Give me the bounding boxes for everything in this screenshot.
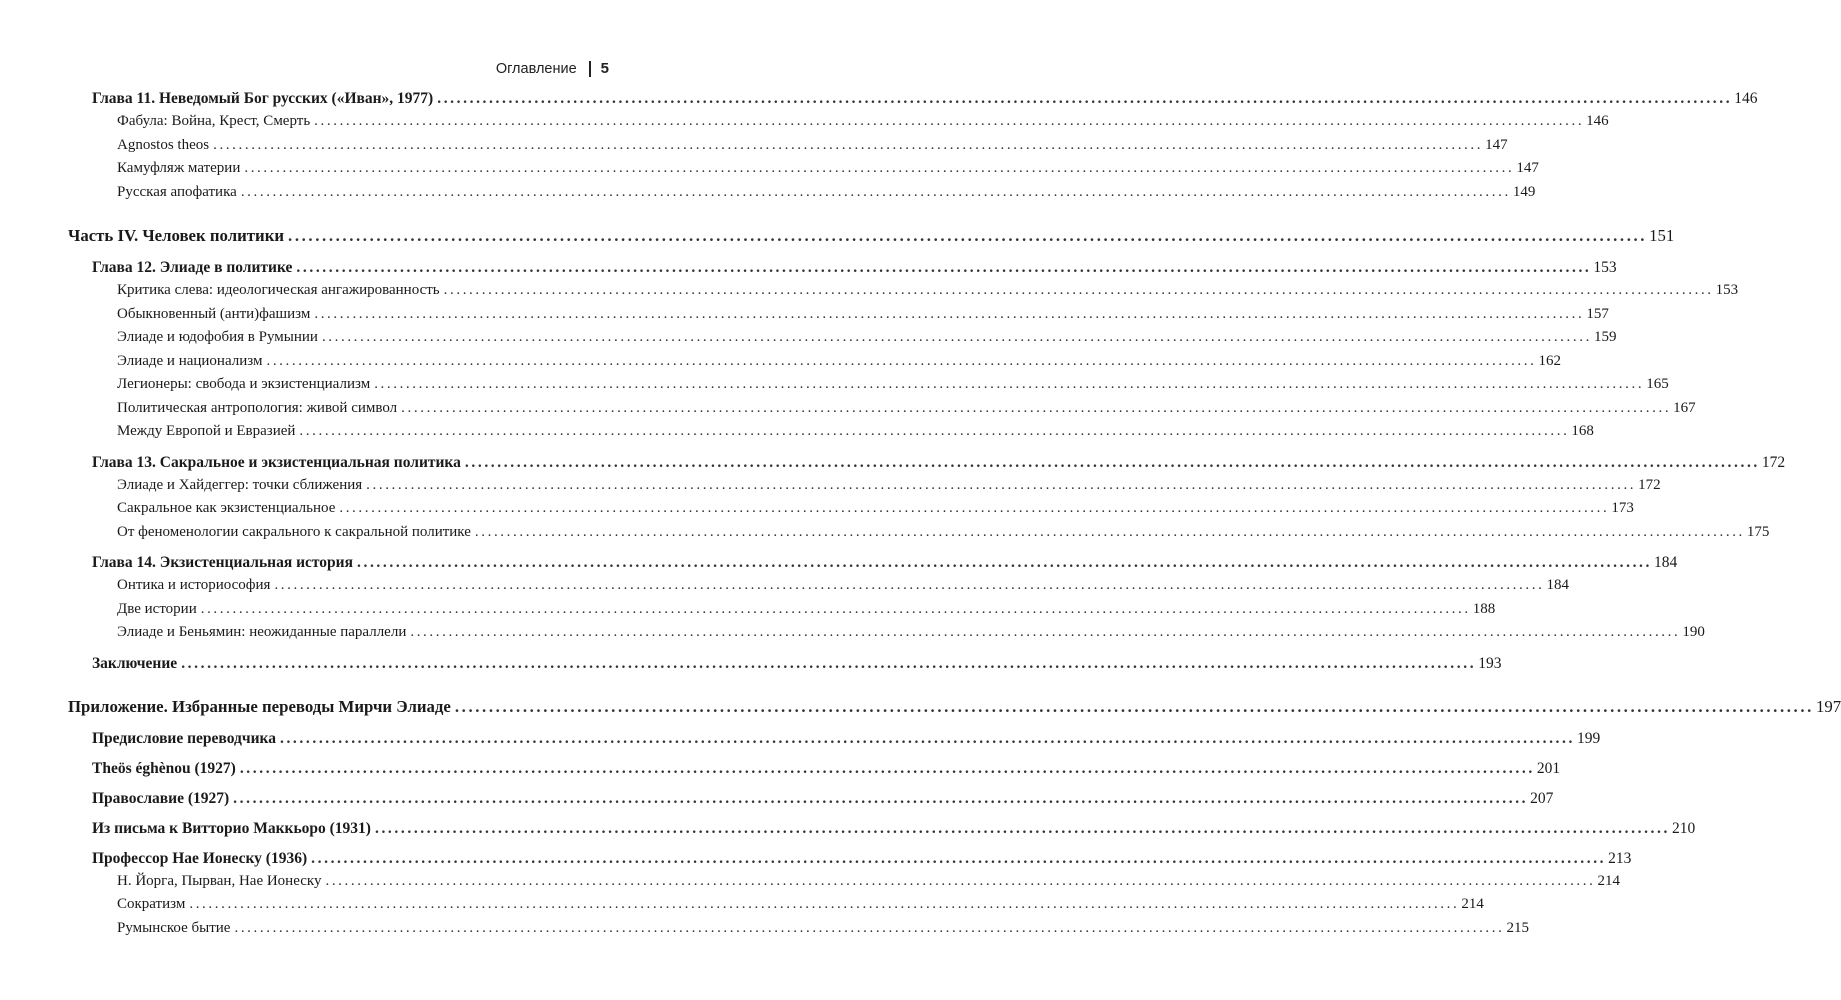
toc-entry-page: 153 <box>1593 259 1617 276</box>
toc-chapter-entry[interactable] <box>68 789 1554 813</box>
toc-chapter-entry[interactable] <box>68 259 1617 282</box>
dot-leader: ........................................................................................................................................................................................................ <box>410 624 1681 640</box>
toc-part-entry[interactable] <box>68 226 1675 252</box>
toc-entry-page: 173 <box>1611 500 1634 516</box>
dot-leader: ........................................................................................................................................................................................................ <box>437 90 1733 107</box>
spacer <box>68 678 608 697</box>
toc-section-entry[interactable] <box>68 577 1569 601</box>
toc-entry-page: 149 <box>1512 183 1536 200</box>
spacer <box>68 207 608 226</box>
toc-entry-title: Элиаде и национализм <box>117 352 263 369</box>
dot-leader: ........................................................................................................................................................................................................ <box>374 376 1645 392</box>
dot-leader: ........................................................................................................................................................................................................ <box>443 282 1714 298</box>
spacer <box>68 783 608 790</box>
toc-chapter-entry[interactable] <box>68 90 1758 113</box>
toc-section-entry[interactable] <box>68 523 1770 548</box>
toc-chapter-entry[interactable] <box>68 849 1632 873</box>
toc-entry-title: Элиаде и Хайдеггер: точки сближения <box>117 476 363 493</box>
toc-entry-title: Agnostos theos <box>117 136 210 153</box>
running-head-separator <box>589 61 591 77</box>
dot-leader: ........................................................................................................................................................................................................ <box>357 554 1652 571</box>
toc-entry-title: От феноменологии сакрального к сакральной политике <box>117 523 471 540</box>
toc-entry-title: Глава 12. Элиаде в политике <box>92 259 293 276</box>
dot-leader: ........................................................................................................................................................................................................ <box>325 872 1596 889</box>
toc-entry-page: 175 <box>1746 523 1770 540</box>
dot-leader: ........................................................................................................................................................................................................ <box>314 113 1585 129</box>
toc-chapter-entry[interactable] <box>68 819 1696 843</box>
toc-chapter-entry[interactable] <box>68 654 1502 678</box>
toc-section-entry[interactable] <box>68 160 1539 184</box>
toc-entry-title: Онтика и историософия <box>117 577 271 593</box>
toc-entry-page: 165 <box>1646 376 1669 392</box>
toc-entry-page: 190 <box>1682 624 1705 640</box>
toc-section-entry[interactable] <box>68 136 1508 161</box>
toc-entry-title: Православие (1927) <box>92 789 230 807</box>
toc-entry-title: Элиаде и юдофобия в Румынии <box>117 329 318 345</box>
toc-entry-page: 146 <box>1586 113 1609 129</box>
toc-entry-title: Предисловие переводчика <box>92 729 276 747</box>
toc-entry-page: 172 <box>1638 476 1661 493</box>
toc-entry-title: Румынское бытие <box>117 919 231 936</box>
toc-section-entry[interactable] <box>68 399 1696 424</box>
dot-leader: ........................................................................................................................................................................................................ <box>234 919 1505 936</box>
toc-entry-page: 188 <box>1472 600 1496 617</box>
toc-section-entry[interactable] <box>68 423 1594 447</box>
spacer <box>68 447 608 454</box>
toc-section-entry[interactable] <box>68 896 1484 920</box>
dot-leader: ........................................................................................................................................................................................................ <box>200 600 1471 617</box>
dot-leader: ........................................................................................................................................................................................................ <box>189 896 1460 912</box>
dot-leader: ........................................................................................................................................................................................................ <box>274 577 1545 593</box>
dot-leader: ........................................................................................................................................................................................................ <box>266 352 1537 369</box>
toc-entry-page: 184 <box>1546 577 1569 593</box>
spacer <box>68 252 608 259</box>
toc-entry-page: 210 <box>1671 819 1696 837</box>
toc-entry-page: 168 <box>1571 423 1594 439</box>
toc-section-entry[interactable] <box>68 183 1536 208</box>
table-of-contents <box>68 90 1841 943</box>
dot-leader: ........................................................................................................................................................................................................ <box>288 226 1648 245</box>
toc-entry-title: Профессор Нае Ионеску (1936) <box>92 849 308 867</box>
running-head <box>496 60 609 77</box>
toc-chapter-entry[interactable] <box>68 759 1561 783</box>
dot-leader: ........................................................................................................................................................................................................ <box>213 136 1484 153</box>
page-number: 5 <box>600 60 609 77</box>
toc-entry-page: 197 <box>1815 696 1841 716</box>
toc-entry-title: Глава 13. Сакральное и экзистенциальная политика <box>92 453 461 471</box>
dot-leader: ........................................................................................................................................................................................................ <box>374 819 1670 837</box>
toc-entry-page: 201 <box>1536 759 1561 777</box>
toc-part-entry[interactable] <box>68 696 1841 723</box>
dot-leader: ........................................................................................................................................................................................................ <box>311 849 1607 867</box>
toc-chapter-entry[interactable] <box>68 554 1678 577</box>
toc-entry-title: Элиаде и Беньямин: неожиданные параллели <box>117 624 407 640</box>
toc-chapter-entry[interactable] <box>68 453 1786 477</box>
toc-entry-title: Камуфляж материи <box>117 160 241 176</box>
toc-entry-title: Н. Йорга, Пырван, Нае Ионеску <box>117 872 322 889</box>
toc-entry-page: 214 <box>1461 896 1484 912</box>
dot-leader: ........................................................................................................................................................................................................ <box>240 183 1511 200</box>
toc-entry-page: 199 <box>1576 729 1601 747</box>
toc-entry-page: 147 <box>1485 136 1508 153</box>
toc-entry-title: Глава 11. Неведомый Бог русских («Иван», 1977) <box>92 90 434 107</box>
toc-entry-title: Обыкновенный (анти)фашизм <box>117 305 311 322</box>
dot-leader: ........................................................................................................................................................................................................ <box>233 789 1529 807</box>
toc-section-entry[interactable] <box>68 624 1705 648</box>
toc-entry-page: 193 <box>1478 654 1502 672</box>
toc-entry-title: Из письма к Витторио Маккьоро (1931) <box>92 819 371 837</box>
toc-entry-page: 153 <box>1715 282 1739 298</box>
toc-section-entry[interactable] <box>68 282 1739 306</box>
spacer <box>68 753 608 760</box>
toc-entry-title: Приложение. Избранные переводы Мирчи Элиаде <box>68 696 451 716</box>
dot-leader: ........................................................................................................................................................................................................ <box>321 329 1592 345</box>
dot-leader: ........................................................................................................................................................................................................ <box>464 453 1760 471</box>
toc-entry-page: 162 <box>1538 352 1561 369</box>
toc-entry-title: Политическая антропология: живой символ <box>117 399 398 416</box>
toc-entry-page: 184 <box>1654 554 1678 571</box>
dot-leader: ........................................................................................................................................................................................................ <box>244 160 1515 176</box>
toc-entry-page: 147 <box>1516 160 1539 176</box>
dot-leader: ........................................................................................................................................................................................................ <box>299 423 1570 439</box>
toc-entry-title: Заключение <box>92 654 178 672</box>
running-head-title: Оглавление <box>495 60 577 77</box>
toc-entry-title: Русская апофатика <box>117 183 237 200</box>
toc-section-entry[interactable] <box>68 500 1634 524</box>
toc-entry-title: Глава 14. Экзистенциальная история <box>92 554 353 571</box>
toc-entry-page: 214 <box>1597 872 1620 889</box>
toc-section-entry[interactable] <box>68 376 1669 400</box>
toc-entry-title: Часть IV. Человек политики <box>68 226 285 245</box>
spacer <box>68 843 608 850</box>
dot-leader: ........................................................................................................................................................................................................ <box>454 696 1814 716</box>
spacer <box>68 547 608 554</box>
toc-entry-page: 167 <box>1673 399 1696 416</box>
toc-entry-page: 146 <box>1734 90 1758 107</box>
toc-entry-page: 215 <box>1506 919 1529 936</box>
toc-entry-page: 213 <box>1608 849 1632 867</box>
toc-entry-title: Две истории <box>117 600 197 617</box>
toc-entry-page: 151 <box>1649 226 1675 245</box>
toc-section-entry[interactable] <box>68 476 1661 501</box>
toc-section-entry[interactable] <box>68 919 1529 944</box>
toc-entry-page: 207 <box>1530 789 1554 807</box>
toc-entry-page: 157 <box>1586 305 1609 322</box>
toc-section-entry[interactable] <box>68 113 1609 137</box>
toc-entry-title: Сакральное как экзистенциальное <box>117 500 336 516</box>
toc-section-entry[interactable] <box>68 872 1620 897</box>
dot-leader: ........................................................................................................................................................................................................ <box>314 305 1585 322</box>
dot-leader: ........................................................................................................................................................................................................ <box>181 654 1477 672</box>
toc-chapter-entry[interactable] <box>68 729 1601 753</box>
toc-entry-title: Между Европой и Евразией <box>117 423 296 439</box>
toc-section-entry[interactable] <box>68 305 1609 330</box>
toc-entry-page: 172 <box>1761 453 1786 471</box>
spacer <box>68 723 608 730</box>
toc-section-entry[interactable] <box>68 352 1561 377</box>
toc-entry-title: Фабула: Война, Крест, Смерть <box>117 113 311 129</box>
dot-leader: ........................................................................................................................................................................................................ <box>366 476 1637 493</box>
dot-leader: ........................................................................................................................................................................................................ <box>296 259 1592 276</box>
spacer <box>68 648 608 655</box>
toc-entry-title: Легионеры: свобода и экзистенциализм <box>117 376 371 392</box>
toc-entry-title: Критика слева: идеологическая ангажированность <box>117 282 440 298</box>
toc-entry-title: Theös éghènou (1927) <box>92 759 236 777</box>
dot-leader: ........................................................................................................................................................................................................ <box>279 729 1575 747</box>
dot-leader: ........................................................................................................................................................................................................ <box>401 399 1672 416</box>
toc-entry-page: 159 <box>1593 329 1617 345</box>
toc-entry-title: Сократизм <box>117 896 186 912</box>
toc-section-entry[interactable] <box>68 329 1617 353</box>
dot-leader: ........................................................................................................................................................................................................ <box>239 759 1535 777</box>
toc-section-entry[interactable] <box>68 600 1496 625</box>
spacer <box>68 813 608 820</box>
dot-leader: ........................................................................................................................................................................................................ <box>339 500 1610 516</box>
dot-leader: ........................................................................................................................................................................................................ <box>474 523 1745 540</box>
